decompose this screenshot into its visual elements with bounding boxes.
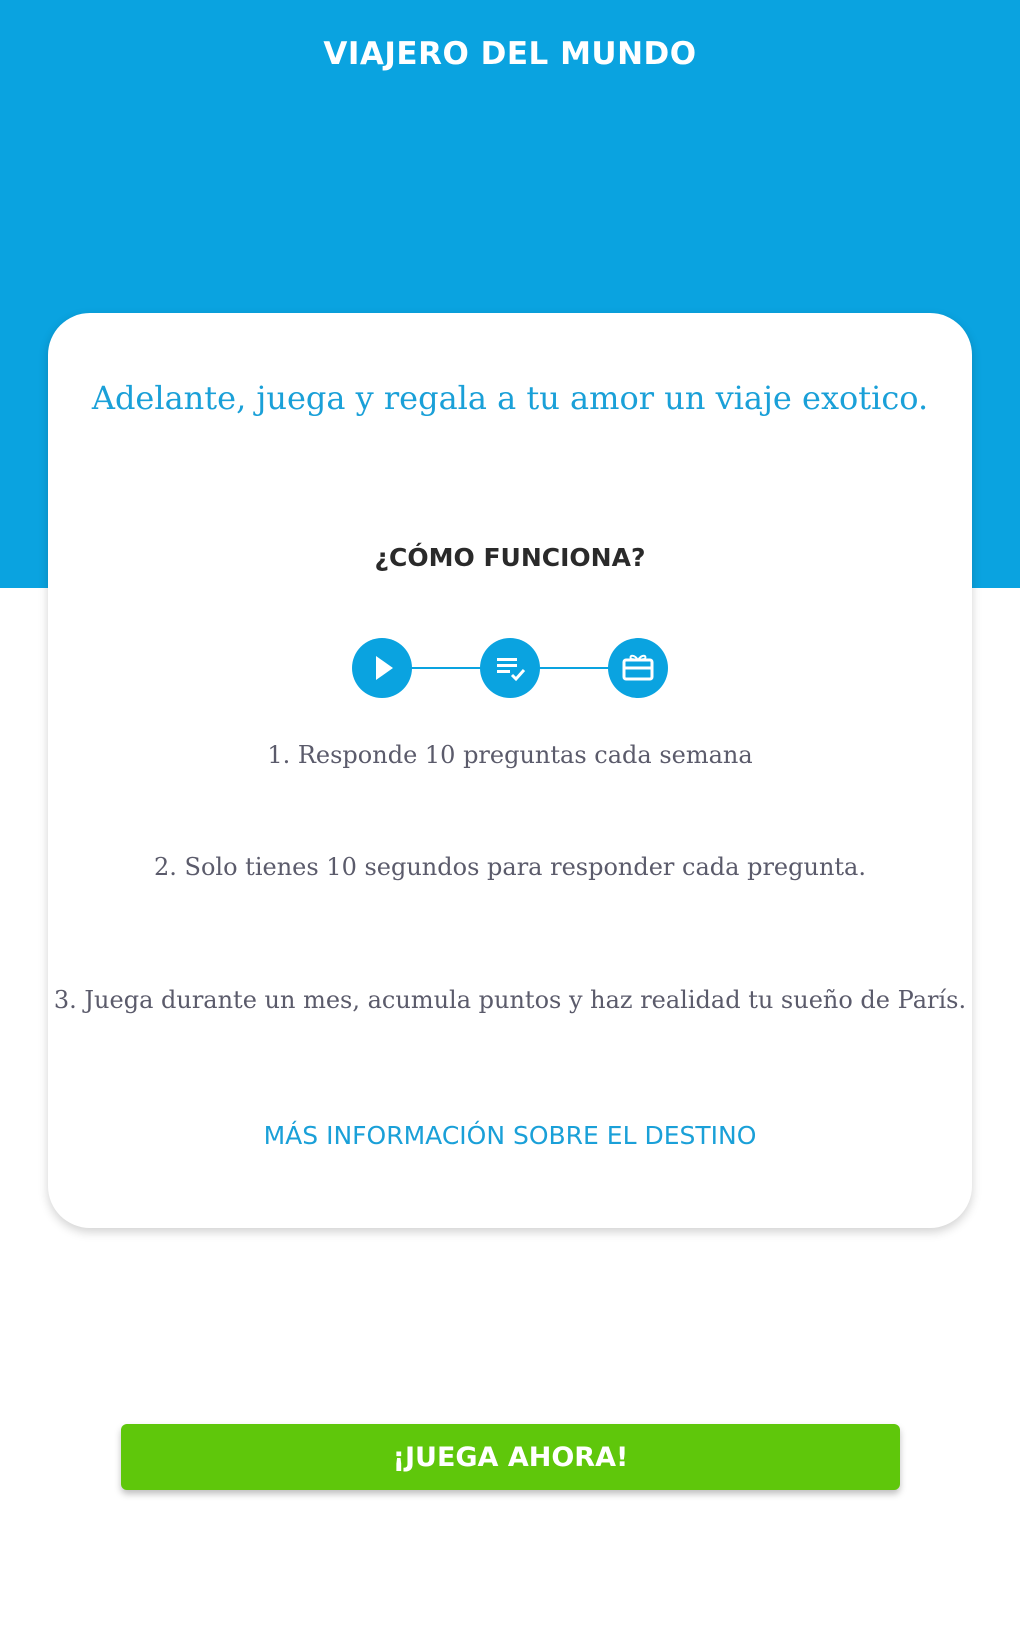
instruction-1: 1. Responde 10 preguntas cada semana (267, 741, 753, 769)
more-info-link[interactable]: MÁS INFORMACIÓN SOBRE EL DESTINO (263, 1121, 757, 1150)
instruction-3: 3. Juega durante un mes, acumula puntos y haz realidad tu sueño de París. (53, 986, 967, 1014)
app-title: VIAJERO DEL MUNDO (323, 36, 697, 72)
instruction-2: 2. Solo tienes 10 segundos para responder cada pregunta. (154, 853, 866, 881)
step-connector (538, 667, 610, 669)
card-headline: Adelante, juega y regala a tu amor un viaje exotico. (91, 379, 929, 417)
play-icon (352, 638, 412, 698)
info-card (48, 313, 972, 1228)
gift-card-icon (608, 638, 668, 698)
play-now-button[interactable]: ¡JUEGA AHORA! (121, 1424, 900, 1490)
checklist-icon (480, 638, 540, 698)
steps-progress (352, 638, 668, 698)
how-it-works-title: ¿CÓMO FUNCIONA? (374, 543, 646, 572)
step-connector (410, 667, 482, 669)
